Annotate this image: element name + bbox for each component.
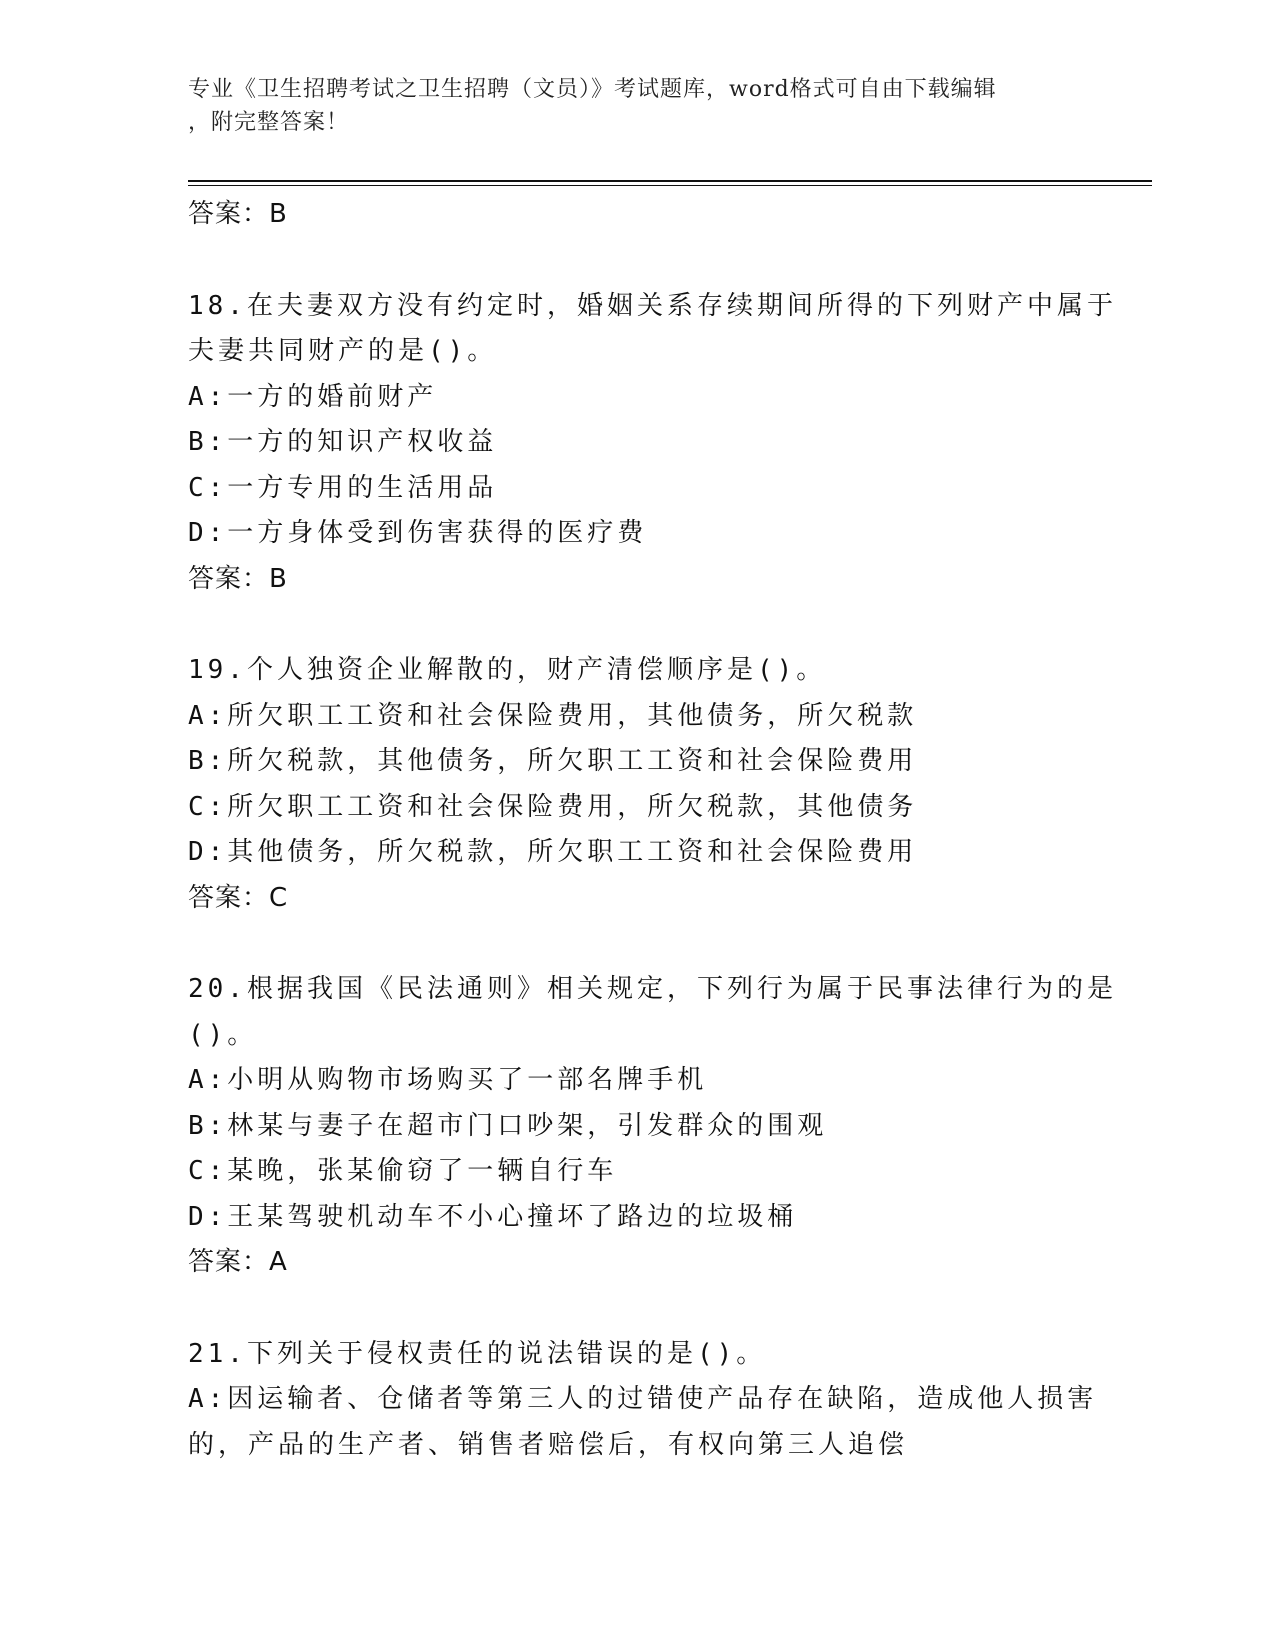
header-rule-thick <box>188 180 1152 182</box>
answer-line: 答案：A <box>188 1247 288 1277</box>
option-b: B:一方的知识产权收益 <box>188 427 498 457</box>
question-stem: 18.在夫妻双方没有约定时，婚姻关系存续期间所得的下列财产中属于 <box>188 290 1117 321</box>
question-19 <box>188 648 1088 921</box>
question-stem-cont: 夫妻共同财产的是()。 <box>188 336 498 366</box>
option-a: A:因运输者、仓储者等第三人的过错使产品存在缺陷，造成他人损害 <box>188 1384 1098 1414</box>
question-20 <box>188 967 1117 1286</box>
option-d: D:其他债务，所欠税款，所欠职工工资和社会保险费用 <box>188 837 918 867</box>
option-a: A:一方的婚前财产 <box>188 381 438 412</box>
answer-line: 答案：C <box>188 882 289 913</box>
answer-line: 答案：B <box>188 199 288 229</box>
option-c: C:某晚，张某偷窃了一辆自行车 <box>188 1156 618 1186</box>
question-stem: 20.根据我国《民法通则》相关规定，下列行为属于民事法律行为的是 <box>188 974 1117 1004</box>
option-d: D:王某驾驶机动车不小心撞坏了路边的垃圾桶 <box>188 1201 798 1232</box>
question-stem-cont: ()。 <box>188 1019 258 1050</box>
option-b: B:所欠税款，其他债务，所欠职工工资和社会保险费用 <box>188 746 918 776</box>
option-a: A:小明从购物市场购买了一部名牌手机 <box>188 1065 708 1095</box>
option-c: C:所欠职工工资和社会保险费用，所欠税款，其他债务 <box>188 791 918 822</box>
option-a: A:所欠职工工资和社会保险费用，其他债务，所欠税款 <box>188 700 918 731</box>
header-rule-thin <box>188 185 1152 186</box>
question-stem: 19.个人独资企业解散的，财产清偿顺序是()。 <box>188 655 827 685</box>
option-b: B:林某与妻子在超市门口吵架，引发群众的围观 <box>188 1110 828 1141</box>
question-21 <box>188 1332 1098 1469</box>
question-list <box>188 192 1117 1468</box>
header-line-1: 专业《卫生招聘考试之卫生招聘（文员）》考试题库，word格式可自由下载编辑 <box>188 77 997 102</box>
option-c: C:一方专用的生活用品 <box>188 472 498 503</box>
question-stem: 21.下列关于侵权责任的说法错误的是()。 <box>188 1338 767 1369</box>
document-header <box>188 73 1088 139</box>
answer-line: 答案：B <box>188 563 288 594</box>
option-d: D:一方身体受到伤害获得的医疗费 <box>188 518 648 548</box>
option-a-cont: 的，产品的生产者、销售者赔偿后，有权向第三人追偿 <box>188 1429 909 1460</box>
question-18 <box>188 284 1117 603</box>
header-line-2: ，附完整答案！ <box>188 110 350 135</box>
